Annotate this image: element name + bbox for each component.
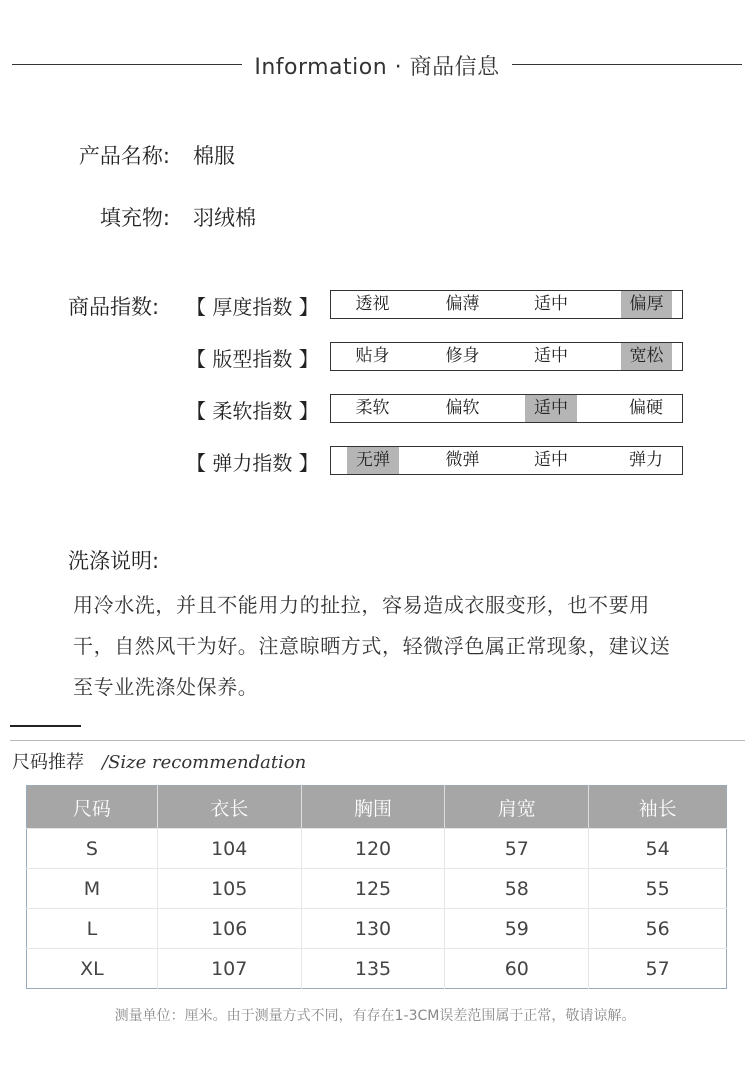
- table-row: [27, 949, 727, 989]
- column-header: 胸围: [301, 786, 445, 829]
- fit-index-label: 【 版型指数 】: [186, 347, 319, 371]
- column-header: 尺码: [27, 786, 158, 829]
- product-name-value: 棉服: [193, 144, 235, 168]
- table-cell: XL: [27, 949, 158, 989]
- size-title-en: /Size recommendation: [102, 752, 307, 773]
- table-cell: 130: [301, 909, 445, 949]
- washing-line: 干，自然风干为好。注意晾晒方式，轻微浮色属正常现象，建议送: [73, 634, 671, 658]
- table-cell: 105: [157, 869, 301, 909]
- thickness-scale: [330, 290, 683, 319]
- table-cell: 54: [589, 829, 727, 869]
- table-cell: 59: [445, 909, 589, 949]
- table-cell: 106: [157, 909, 301, 949]
- filling-value: 羽绒棉: [193, 206, 256, 230]
- column-header: 肩宽: [445, 786, 589, 829]
- section-header: [0, 44, 750, 84]
- washing-line: 至专业洗涤处保养。: [73, 675, 259, 699]
- scale-option-selected: 偏厚: [621, 291, 672, 318]
- column-header: 衣长: [157, 786, 301, 829]
- section-divider-accent: [10, 725, 81, 727]
- section-title: Information · 商品信息: [254, 55, 500, 80]
- scale-option: 修身: [445, 346, 480, 366]
- thickness-index-label: 【 厚度指数 】: [186, 295, 319, 319]
- product-name-label: 产品名称:: [78, 144, 170, 168]
- washing-line: 用冷水洗，并且不能用力的扯拉，容易造成衣服变形，也不要用: [73, 593, 650, 617]
- scale-option: 透视: [355, 294, 390, 314]
- table-cell: S: [27, 829, 158, 869]
- table-cell: 57: [589, 949, 727, 989]
- indices-label: 商品指数:: [68, 295, 160, 319]
- scale-option: 适中: [534, 450, 568, 470]
- elasticity-scale: [330, 446, 683, 475]
- washing-title: 洗涤说明:: [68, 549, 160, 573]
- scale-option-selected: 无弹: [347, 447, 399, 474]
- table-cell: 55: [589, 869, 727, 909]
- header-rule-left: [12, 64, 242, 65]
- table-cell: 125: [301, 869, 445, 909]
- table-cell: 104: [157, 829, 301, 869]
- softness-scale: [330, 394, 683, 423]
- table-cell: 107: [157, 949, 301, 989]
- scale-option: 贴身: [355, 346, 390, 366]
- scale-option: 适中: [534, 346, 568, 366]
- size-title-cn: 尺码推荐: [12, 752, 84, 773]
- column-header: 袖长: [589, 786, 727, 829]
- scale-option-selected: 适中: [525, 395, 577, 422]
- scale-option-selected: 宽松: [621, 343, 672, 370]
- scale-option: 偏硬: [629, 398, 663, 418]
- size-section-title: [12, 748, 306, 774]
- filling-row: [0, 202, 170, 232]
- table-row: [27, 909, 727, 949]
- scale-option: 柔软: [355, 398, 390, 418]
- table-cell: 60: [445, 949, 589, 989]
- table-cell: 56: [589, 909, 727, 949]
- table-cell: 135: [301, 949, 445, 989]
- washing-instructions: [73, 585, 693, 708]
- table-cell: 57: [445, 829, 589, 869]
- table-header-row: [27, 786, 727, 829]
- fit-scale: [330, 342, 683, 371]
- scale-option: 微弹: [445, 450, 480, 470]
- scale-option: 偏软: [445, 398, 480, 418]
- elasticity-index-label: 【 弹力指数 】: [186, 451, 319, 475]
- scale-option: 适中: [534, 294, 568, 314]
- section-divider: [10, 740, 745, 741]
- table-cell: 120: [301, 829, 445, 869]
- product-name-row: [0, 140, 170, 170]
- scale-option: 偏薄: [445, 294, 480, 314]
- measurement-footnote: 测量单位：厘米。由于测量方式不同，有存在1-3CM误差范围属于正常，敬请谅解。: [114, 1008, 636, 1024]
- header-rule-right: [512, 64, 742, 65]
- table-cell: M: [27, 869, 158, 909]
- size-table: [26, 785, 727, 989]
- table-cell: L: [27, 909, 158, 949]
- table-row: [27, 829, 727, 869]
- softness-index-label: 【 柔软指数 】: [186, 399, 319, 423]
- scale-option: 弹力: [629, 450, 663, 470]
- table-row: [27, 869, 727, 909]
- table-cell: 58: [445, 869, 589, 909]
- filling-label: 填充物:: [99, 206, 170, 230]
